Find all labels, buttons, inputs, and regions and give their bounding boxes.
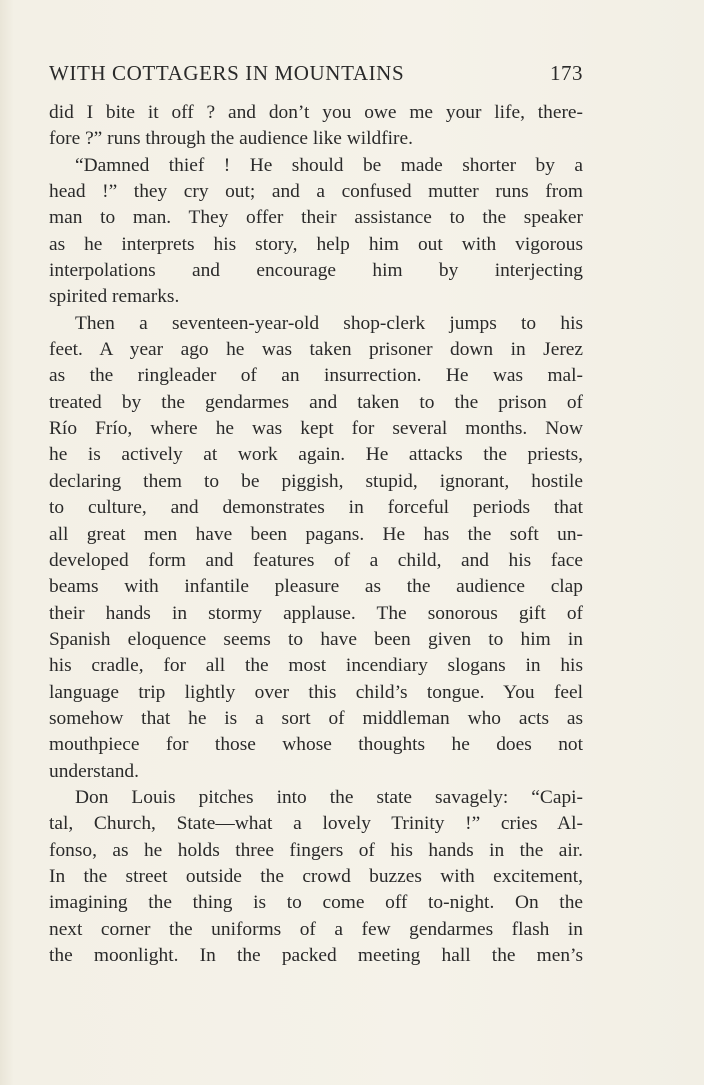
- text-line: man to man. They offer their assistance to the speaker: [49, 207, 583, 229]
- text-line: all great men have been pagans. He has the soft un-: [49, 523, 583, 545]
- text-line: declaring them to be piggish, stupid, ignorant, hostile: [49, 470, 583, 492]
- text-line: his cradle, for all the most incendiary slogans in his: [49, 655, 583, 677]
- text-line: tal, Church, State—what a lovely Trinity !” cries Al-: [49, 813, 583, 835]
- text-line: interpolations and encourage him by interjecting: [49, 260, 583, 282]
- text-line: mouthpiece for those whose thoughts he does not: [49, 734, 583, 756]
- text-line: Then a seventeen-year-old shop-clerk jumps to his: [75, 312, 583, 334]
- text-line: language trip lightly over this child’s tongue. You feel: [49, 681, 583, 703]
- text-line: as he interprets his story, help him out with vigorous: [49, 233, 583, 255]
- text-line: Don Louis pitches into the state savagely: “Capi-: [75, 786, 583, 808]
- body-text: [49, 100, 583, 969]
- text-line: treated by the gendarmes and taken to the prison of: [49, 391, 583, 413]
- text-line: “Damned thief ! He should be made shorter by a: [75, 154, 583, 176]
- running-title: WITH COTTAGERS IN MOUNTAINS: [49, 61, 405, 85]
- text-line: Río Frío, where he was kept for several months. Now: [49, 418, 583, 440]
- text-line: beams with infantile pleasure as the audience clap: [49, 576, 583, 598]
- text-line: imagining the thing is to come off to-night. On the: [49, 892, 583, 914]
- text-line: understand.: [49, 760, 139, 782]
- text-line: as the ringleader of an insurrection. He was mal-: [49, 365, 583, 387]
- text-line: did I bite it off ? and don’t you owe me your life, there-: [49, 102, 583, 123]
- text-line: he is actively at work again. He attacks the priests,: [49, 444, 583, 466]
- text-line: fore ?” runs through the audience like wildfire.: [49, 128, 413, 150]
- text-line: spirited remarks.: [49, 286, 180, 308]
- text-line: feet. A year ago he was taken prisoner down in Jerez: [49, 339, 583, 361]
- running-head: [49, 61, 583, 91]
- text-line: next corner the uniforms of a few gendarmes flash in: [49, 918, 583, 940]
- text-line: somehow that he is a sort of middleman who acts as: [49, 707, 583, 729]
- text-line: their hands in stormy applause. The sonorous gift of: [49, 602, 583, 624]
- page-number: 173: [550, 61, 583, 85]
- text-line: developed form and features of a child, and his face: [49, 549, 583, 571]
- text-line: the moonlight. In the packed meeting hall the men’s: [49, 945, 583, 966]
- text-line: fonso, as he holds three fingers of his hands in the air.: [49, 839, 583, 861]
- text-line: head !” they cry out; and a confused mutter runs from: [49, 181, 583, 203]
- text-line: to culture, and demonstrates in forceful periods that: [49, 497, 583, 519]
- text-line: In the street outside the crowd buzzes with excitement,: [49, 865, 583, 887]
- text-line: Spanish eloquence seems to have been given to him in: [49, 628, 583, 650]
